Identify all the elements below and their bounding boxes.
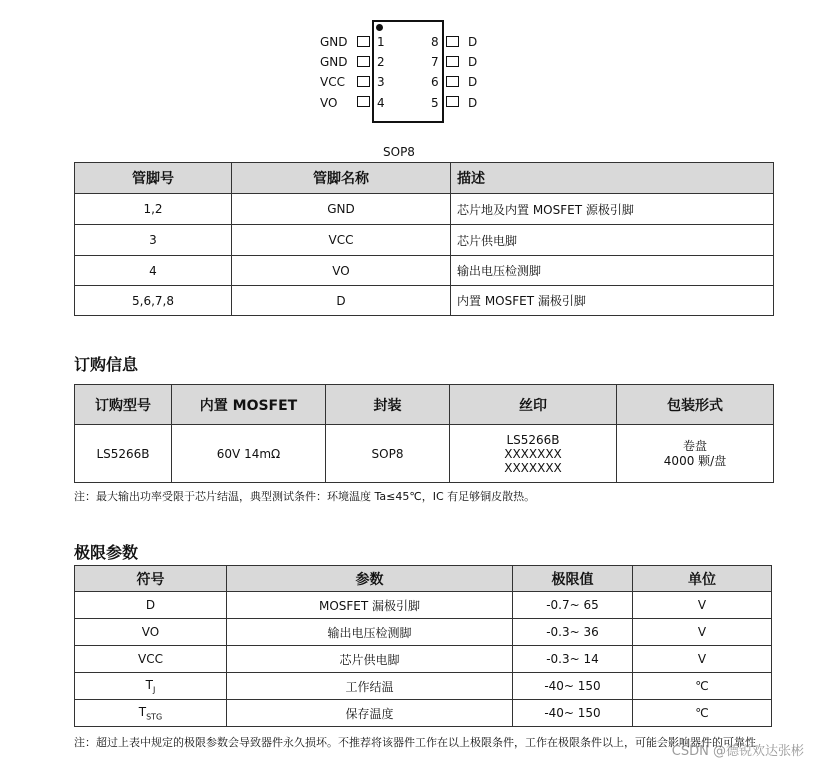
value-cell: -0.3~ 36 — [513, 619, 633, 646]
marking-line: XXXXXXX — [504, 460, 562, 475]
pin-desc-cell: 输出电压检测脚 — [451, 256, 774, 286]
pin-name-cell: VO — [232, 256, 451, 286]
pin-pad-6 — [446, 76, 459, 87]
pin-number-4: 4 — [377, 96, 385, 110]
pin-table — [74, 162, 774, 316]
order-mosfet-cell: 60V 14mΩ — [172, 425, 326, 483]
order-table-header: 内置 MOSFET — [172, 385, 326, 425]
pin-table-header: 管脚号 — [75, 163, 232, 194]
symbol-text: VO — [141, 625, 160, 639]
pin-table-header: 管脚名称 — [232, 163, 451, 194]
limits-table — [74, 565, 772, 727]
limits-table-header: 单位 — [633, 566, 772, 592]
pin-number-cell: 3 — [75, 225, 232, 256]
unit-cell: V — [633, 619, 772, 646]
symbol-text: T — [145, 677, 153, 692]
order-table-header: 封装 — [326, 385, 450, 425]
param-cell: MOSFET 漏极引脚 — [227, 592, 513, 619]
symbol-text: VCC — [138, 652, 163, 666]
order-package-cell: SOP8 — [326, 425, 450, 483]
pin-desc-cell: 芯片地及内置 MOSFET 源极引脚 — [451, 194, 774, 225]
value-cell: -40~ 150 — [513, 673, 633, 700]
order-model-cell: LS5266B — [75, 425, 172, 483]
pin-name-cell: VCC — [232, 225, 451, 256]
unit-cell: V — [633, 592, 772, 619]
pin-number-1: 1 — [377, 35, 385, 49]
pin-label-6: D — [468, 75, 478, 89]
pin-pad-7 — [446, 56, 459, 67]
unit-cell: V — [633, 646, 772, 673]
packing-line: 卷盘 — [682, 438, 707, 453]
symbol-cell — [75, 646, 227, 673]
symbol-subscript: STG — [146, 712, 163, 722]
order-marking-cell — [450, 425, 617, 483]
limits-table-header: 符号 — [75, 566, 227, 592]
pin-number-cell: 1,2 — [75, 194, 232, 225]
order-table-header: 包装形式 — [617, 385, 774, 425]
table-row — [75, 425, 774, 483]
pin-pad-5 — [446, 96, 459, 107]
limits-title: 极限参数 — [74, 543, 139, 562]
marking-line: XXXXXXX — [504, 446, 562, 461]
pin-number-3: 3 — [377, 75, 385, 89]
pin-desc-cell: 内置 MOSFET 漏极引脚 — [451, 286, 774, 316]
pin-number-5: 5 — [431, 96, 439, 110]
order-table — [74, 384, 774, 483]
pin-label-2: GND — [320, 55, 348, 69]
pin-pad-3 — [357, 76, 370, 87]
value-cell: -0.3~ 14 — [513, 646, 633, 673]
table-row — [75, 286, 774, 316]
value-cell: -0.7~ 65 — [513, 592, 633, 619]
order-packing-cell — [617, 425, 774, 483]
order-note: 注：最大输出功率受限于芯片结温，典型测试条件：环境温度 Ta≤45℃，IC 有足够铜皮散热。 — [74, 490, 536, 503]
param-cell: 芯片供电脚 — [227, 646, 513, 673]
pin-number-7: 7 — [431, 55, 439, 69]
pin-pad-2 — [357, 56, 370, 67]
table-row — [75, 700, 772, 727]
table-row — [75, 673, 772, 700]
pin-name-cell: GND — [232, 194, 451, 225]
table-row — [75, 225, 774, 256]
table-row — [75, 194, 774, 225]
marking-line: LS5266B — [506, 432, 560, 447]
symbol-text: D — [145, 598, 156, 612]
order-table-header: 丝印 — [450, 385, 617, 425]
table-row — [75, 619, 772, 646]
pin-number-cell: 4 — [75, 256, 232, 286]
limits-table-header: 参数 — [227, 566, 513, 592]
pin-name-cell: D — [232, 286, 451, 316]
pin-number-6: 6 — [431, 75, 439, 89]
pin-desc-cell: 芯片供电脚 — [451, 225, 774, 256]
symbol-cell — [75, 700, 227, 727]
pin-label-8: D — [468, 35, 478, 49]
param-cell: 工作结温 — [227, 673, 513, 700]
order-table-header: 订购型号 — [75, 385, 172, 425]
pin-label-7: D — [468, 55, 478, 69]
pin-pad-4 — [357, 96, 370, 107]
pin-table-header: 描述 — [451, 163, 774, 194]
table-row — [75, 646, 772, 673]
packing-line: 4000 颗/盘 — [663, 453, 727, 468]
unit-cell: ℃ — [633, 700, 772, 727]
limits-table-header: 极限值 — [513, 566, 633, 592]
pin-label-1: GND — [320, 35, 348, 49]
value-cell: -40~ 150 — [513, 700, 633, 727]
param-cell: 保存温度 — [227, 700, 513, 727]
unit-cell: ℃ — [633, 673, 772, 700]
pin-label-4: VO — [320, 96, 338, 110]
pin-pad-8 — [446, 36, 459, 47]
order-info-title: 订购信息 — [74, 355, 139, 374]
symbol-cell — [75, 592, 227, 619]
csdn-watermark: CSDN @德锐欢达张彬 — [671, 744, 804, 759]
pin-number-cell: 5,6,7,8 — [75, 286, 232, 316]
pin-pad-1 — [357, 36, 370, 47]
symbol-cell — [75, 673, 227, 700]
symbol-cell — [75, 619, 227, 646]
pin-number-2: 2 — [377, 55, 385, 69]
pin1-marker-dot — [376, 24, 383, 31]
package-name: SOP8 — [383, 145, 415, 159]
symbol-text: T — [138, 704, 147, 719]
param-cell: 输出电压检测脚 — [227, 619, 513, 646]
symbol-subscript: J — [152, 685, 156, 695]
table-row — [75, 256, 774, 286]
pin-label-5: D — [468, 96, 478, 110]
limits-note: 注：超过上表中规定的极限参数会导致器件永久损坏。不推荐将该器件工作在以上极限条件，工作在极限条件以上，可能会影响器件的可靠性 — [74, 736, 756, 749]
pin-number-8: 8 — [431, 35, 439, 49]
pin-label-3: VCC — [320, 75, 345, 89]
table-row — [75, 592, 772, 619]
